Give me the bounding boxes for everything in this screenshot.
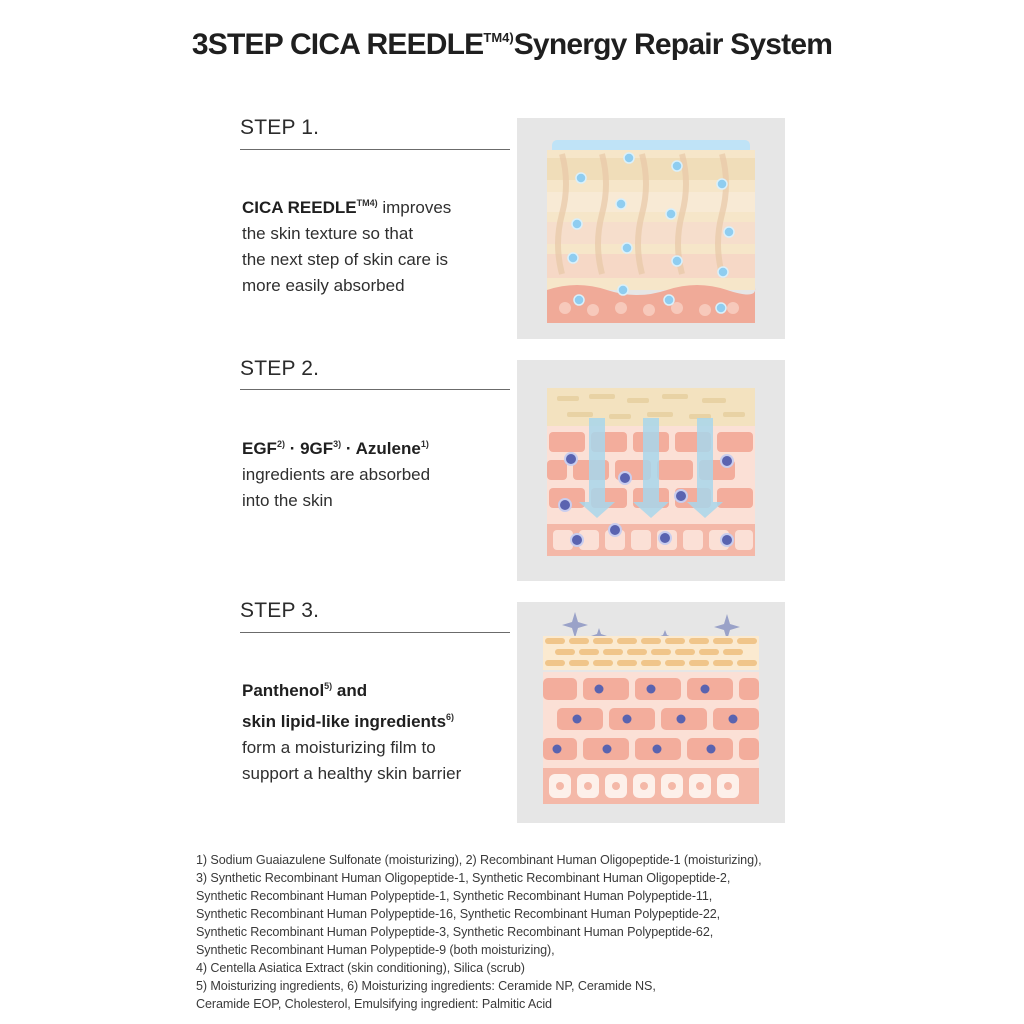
step-2-9gf: · 9GF — [284, 439, 334, 458]
step-3-line-3: form a moisturizing film to — [242, 738, 436, 757]
skin-texture-illustration — [517, 118, 785, 339]
footnote-line: Synthetic Recombinant Human Polypeptide-3, Synthetic Recombinant Human Polypeptide-62, — [196, 925, 714, 939]
footnote-line: 3) Synthetic Recombinant Human Oligopeptide-1, Synthetic Recombinant Human Oligopeptide-2, — [196, 871, 731, 885]
absorption-illustration — [517, 360, 785, 581]
step-1-divider — [240, 149, 510, 150]
step-2-divider — [240, 389, 510, 390]
step-1-line-3: the next step of skin care is — [242, 250, 448, 269]
step-1-line-1-text: improves — [377, 198, 452, 217]
page-title — [0, 28, 1024, 62]
step-2-line-3: into the skin — [242, 491, 333, 510]
step-3-line-4: support a healthy skin barrier — [242, 764, 462, 783]
footnotes — [196, 851, 856, 1013]
step-3-line-2 — [242, 704, 517, 735]
footnote-line: Ceramide EOP, Cholesterol, Emulsifying ingredient: Palmitic Acid — [196, 997, 552, 1011]
footnote-line: Synthetic Recombinant Human Polypeptide-16, Synthetic Recombinant Human Polypeptide-22, — [196, 907, 721, 921]
footnote-line: 5) Moisturizing ingredients, 6) Moisturizing ingredients: Ceramide NP, Ceramide NS, — [196, 979, 656, 993]
step-3-panthenol: Panthenol — [242, 681, 325, 700]
moisture-barrier-illustration — [517, 602, 785, 823]
step-2-azulene-sup: 1) — [420, 439, 429, 449]
step-3-panthenol-sup: 5) — [324, 681, 333, 691]
step-2-description — [242, 431, 517, 514]
title-rest: Synergy Repair System — [513, 28, 833, 61]
step-2-9gf-sup: 3) — [333, 439, 342, 449]
step-3-divider — [240, 632, 510, 633]
footnote-line: 4) Centella Asiatica Extract (skin conditioning), Silica (scrub) — [196, 961, 525, 975]
step-3-lipid: skin lipid-like ingredients — [242, 712, 447, 731]
step-1-line-4: more easily absorbed — [242, 276, 405, 295]
step-3-line-1 — [242, 673, 517, 704]
step-2-ingredients-line — [242, 431, 517, 462]
step-2-egf: EGF — [242, 439, 277, 458]
step-1-label: STEP 1. — [240, 116, 320, 139]
step-2-egf-sup: 2) — [276, 439, 285, 449]
step-2-line-2: ingredients are absorbed — [242, 465, 431, 484]
step-1-description — [242, 190, 517, 299]
step-2-label: STEP 2. — [240, 357, 320, 380]
step-1-brand-sup: TM4) — [356, 198, 378, 208]
footnote-line: 1) Sodium Guaiazulene Sulfonate (moisturizing), 2) Recombinant Human Oligopeptide-1 (moisturizing), — [196, 853, 762, 867]
title-main: 3STEP CICA REEDLE — [191, 28, 484, 61]
step-3-lipid-sup: 6) — [446, 712, 455, 722]
step-3-and: and — [332, 681, 368, 700]
title-tm-mark: TM4) — [483, 30, 514, 45]
step-1-line-2: the skin texture so that — [242, 224, 414, 243]
step-2-azulene: · Azulene — [341, 439, 421, 458]
step-1-brand: CICA REEDLE — [242, 198, 357, 217]
step-3-description — [242, 673, 517, 787]
footnote-line: Synthetic Recombinant Human Polypeptide-1, Synthetic Recombinant Human Polypeptide-11, — [196, 889, 713, 903]
step-1-line-1 — [242, 190, 517, 221]
footnote-line: Synthetic Recombinant Human Polypeptide-9 (both moisturizing), — [196, 943, 555, 957]
step-3-label: STEP 3. — [240, 599, 320, 622]
